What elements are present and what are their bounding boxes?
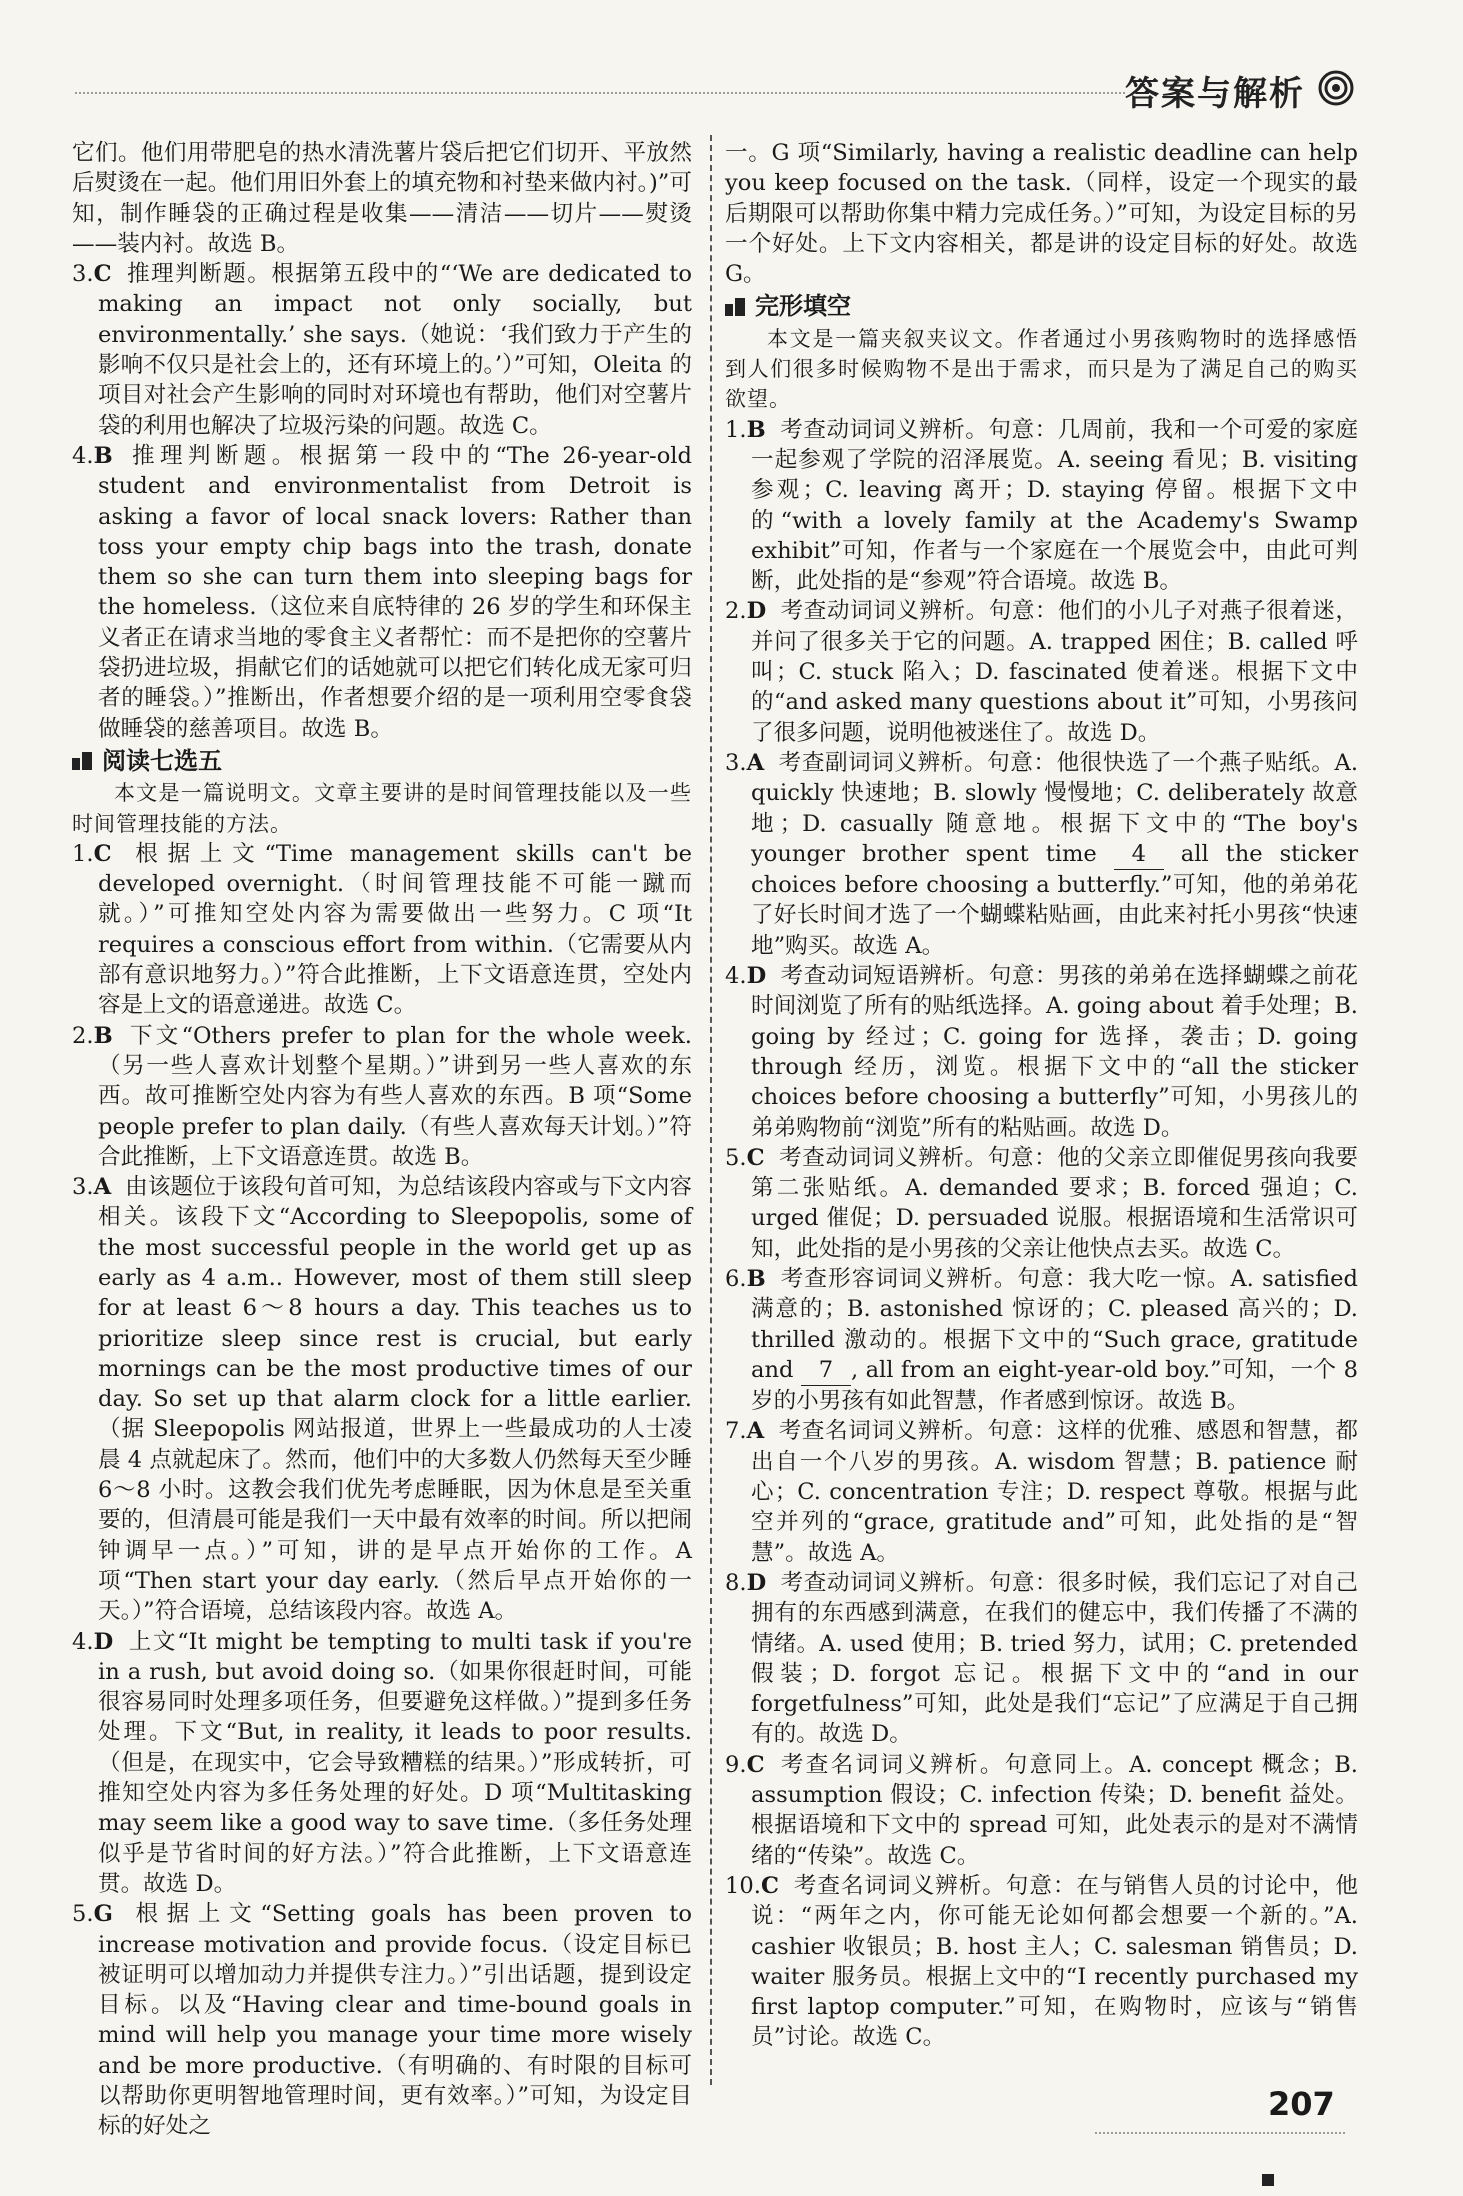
answer-item: 7.A 考查名词词义辨析。句意：这样的优雅、感恩和智慧，都出自一个八岁的男孩。A. wisdom 智慧；B. patience 耐心；C. concentration 专注；D. respect 尊敬。根据与此空并列的“grace, gratitude and”可知，此处指的是“智慧”。故选 A。 (725, 1418, 1358, 1566)
explanation: 考查名词词义辨析。句意：在与销售人员的讨论中，他说：“两年之内，你可能无论如何都会想要一个新的。”A. cashier 收银员；B. host 主人；C. salesman 销售员；D. waiter 服务员。根据上文中的“I recently purchased my first laptop computer.”可知，在购物时，应该与“销售员”讨论。故选 C。 (751, 1872, 1358, 2051)
section-heading-reading: 阅读七选五 (72, 746, 692, 776)
continuation-text: 它们。他们用带肥皂的热水清洗薯片袋后把它们切开、平放然后熨烫在一起。他们用旧外套上的填充物和衬垫来做内衬。)”可知，制作睡袋的正确过程是收集——清洁——切片——熨烫——装内衬。故选 B。 (72, 140, 692, 257)
explanation: 考查动词词义辨析。句意：很多时候，我们忘记了对自己拥有的东西感到满意，在我们的健忘中，我们传播了不满的情绪。A. used 使用；B. tried 努力，试用；C. pretended 假装；D. forgot 忘记。根据下文中的“and in our forgetfulness”可知，此处是我们“忘记”了应满足于自己拥有的。故选 D。 (751, 1569, 1358, 1748)
explanation-cont: all the sticker choices before choosing a butterfly.”可知，他的弟弟花了好长时间才选了一个蝴蝶粘贴画，由此来衬托小男孩“快速地”购买。故选 A。 (751, 840, 1359, 959)
header-rule (75, 92, 1125, 94)
section-intro: 本文是一篇说明文。文章主要讲的是时间管理技能以及一些时间管理技能的方法。 (72, 781, 692, 836)
explanation: 由该题位于该段句首可知，为总结该段内容或与下文内容相关。该段下文“According to Sleepopolis, some of the most successful people in the world get up as early as 4 a.m.. However, most of them still sleep for at least 6～8 hours a day. This teaches us to prioritize sleep since rest is crucial, but early mornings can be the most productive times of our day. So set up that alarm clock for a little earlier.（据 Sleepopolis 网站报道，世界上一些最成功的人士凌晨 4 点就起床了。然而，他们中的大多数人仍然每天至少睡 6～8 小时。这教会我们优先考虑睡眠，因为休息是至关重要的，但清晨可能是我们一天中最有效率的时间。所以把闹钟调早一点。）”可知，讲的是早点开始你的工作。A 项“Then start your day early.（然后早点开始你的一天。）”符合语境，总结该段内容。故选 A。 (98, 1174, 692, 1625)
answer-item: 4.D 考查动词短语辨析。句意：男孩的弟弟在选择蝴蝶之前花时间浏览了所有的贴纸选择。A. going about 着手处理；B. going by 经过；C. going for 选择，袭击；D. going through 经历，浏览。根据下文中的“all the sticker choices before choosing a butterfly”可知，小男孩儿的弟弟购物前“浏览”所有的粘贴画。故选 D。 (725, 963, 1358, 1141)
target-icon (1318, 70, 1354, 106)
answer-item: 5.C 考查动词词义辨析。句意：他的父亲立即催促男孩向我要第二张贴纸。A. demanded 要求；B. forced 强迫；C. urged 催促；D. persuaded 说服。根据语境和生活常识可知，此处指的是小男孩的父亲让他快点去买。故选 C。 (725, 1144, 1358, 1262)
explanation: 考查名词词义辨析。句意：这样的优雅、感恩和智慧，都出自一个八岁的男孩。A. wisdom 智慧；B. patience 耐心；C. concentration 专注；D. respect 尊敬。根据与此空并列的“grace, gratitude and”可知，此处指的是“智慧”。故选 A。 (751, 1418, 1358, 1566)
answer-letter: D (746, 598, 767, 625)
answer-letter: D (746, 1569, 767, 1596)
footer-square-icon (1262, 2174, 1274, 2186)
answer-letter: B (93, 1022, 113, 1049)
right-column (725, 138, 1358, 2053)
answer-letter: A (93, 1174, 112, 1201)
answer-letter: B (746, 416, 766, 443)
answer-item: 3.A 由该题位于该段句首可知，为总结该段内容或与下文内容相关。该段下文“According to Sleepopolis, some of the most successful people in the world get up as early as 4 a.m.. However, most of them still sleep for at least 6～8 hours a day. This teaches us to prioritize sleep since rest is crucial, but early mornings can be the most productive times of our day. So set up that alarm clock for a little earlier.（据 Sleepopolis 网站报道，世界上一些最成功的人士凌晨 4 点就起床了。然而，他们中的大多数人仍然每天至少睡 6～8 小时。这教会我们优先考虑睡眠，因为休息是至关重要的，但清晨可能是我们一天中最有效率的时间。所以把闹钟调早一点。）”可知，讲的是早点开始你的工作。A 项“Then start your day early.（然后早点开始你的一天。）”符合语境，总结该段内容。故选 A。 (72, 1174, 692, 1625)
explanation: 下文“Others prefer to plan for the whole week.（另一些人喜欢计划整个星期。）”讲到另一些人喜欢的东西。故可推断空处内容为有些人喜欢的东西。B 项“Some people prefer to plan daily.（有些人喜欢每天计划。）”符合此推断，上下文语意连贯。故选 B。 (98, 1022, 692, 1170)
answer-item: 1.C 根据上文“Time management skills can't be developed overnight.（时间管理技能不可能一蹴而就。）”可推知空处内容为需要做出一些努力。C 项“It requires a conscious effort from within.（它需要从内部有意识地努力。）”符合此推断，上下文语意连贯，空处内容是上文的语意递进。故选 C。 (72, 840, 692, 1019)
explanation: 根据上文“Setting goals has been proven to increase motivation and provide focus.（设定目标已被证明可以增加动力并提供专注力。）”引出话题，提到设定目标。以及“Having clear and time-bound goals in mind will help you manage your time more wisely and be more productive.（有明确的、有时限的目标可以帮助你更明智地管理时间，更有效率。）”可知，为设定目标的好处之 (98, 1901, 692, 2140)
answer-item: 3.A 考查副词词义辨析。句意：他很快选了一个燕子贴纸。A. quickly 快速地；B. slowly 慢慢地；C. deliberately 故意地；D. casually 随意地。根据下文中的“The boy's younger brother spent time 4 all the sticker choices before choosing a butterfly.”可知，他的弟弟花了好长时间才选了一个蝴蝶粘贴画，由此来衬托小男孩“快速地”购买。故选 A。 (725, 749, 1359, 959)
explanation: 考查动词词义辨析。句意：他们的小儿子对燕子很着迷，并问了很多关于它的问题。A. trapped 困住；B. called 呼叫；C. stuck 陷入；D. fascinated 使着迷。根据下文中的“and asked many questions about it”可知，小男孩问了很多问题，说明他被迷住了。故选 D。 (751, 598, 1358, 746)
answer-letter: D (746, 963, 767, 990)
page-number: 207 (1268, 2085, 1335, 2123)
explanation: 考查动词短语辨析。句意：男孩的弟弟在选择蝴蝶之前花时间浏览了所有的贴纸选择。A. going about 着手处理；B. going by 经过；C. going for 选择，袭击；D. going through 经历，浏览。根据下文中的“all the sticker choices before choosing a butterfly”可知，小男孩儿的弟弟购物前“浏览”所有的粘贴画。故选 D。 (751, 963, 1358, 1141)
blank-number: 7 (801, 1355, 851, 1386)
answer-letter: C (760, 1872, 779, 1899)
continuation-text: 一。G 项“Similarly, having a realistic deadline can help you keep focused on the task.（同样，设定一个现实的最后期限可以帮助你集中精力完成任务。）”可知，为设定目标的另一个好处。上下文内容相关，都是讲的设定目标的好处。故选 G。 (725, 140, 1358, 288)
answer-item: 9.C 考查名词词义辨析。句意同上。A. concept 概念；B. assumption 假设；C. infection 传染；D. benefit 益处。根据语境和下文中的 spread 可知，此处表示的是对不满情绪的“传染”。故选 C。 (725, 1751, 1358, 1869)
answer-letter: C (746, 1751, 765, 1778)
explanation: 上文“It might be tempting to multi task if you're in a rush, but avoid doing so.（如果你很赶时间，可能很容易同时处理多项任务，但要避免这样做。）”提到多任务处理。下文“But, in reality, it leads to poor results.（但是，在现实中，它会导致糟糕的结果。）”形成转折，可推知空处内容为多任务处理的好处。D 项“Multitasking may seem like a good way to save time.（多任务处理似乎是节省时间的好方法。）”符合此推断，上下文语意连贯。故选 D。 (98, 1628, 692, 1897)
answer-item: 8.D 考查动词词义辨析。句意：很多时候，我们忘记了对自己拥有的东西感到满意，在我们的健忘中，我们传播了不满的情绪。A. used 使用；B. tried 努力，试用；C. pretended 假装；D. forgot 忘记。根据下文中的“and in our forgetfulness”可知，此处是我们“忘记”了应满足于自己拥有的。故选 D。 (725, 1569, 1358, 1748)
section-marker-icon (725, 298, 747, 316)
answer-letter: G (93, 1901, 113, 1928)
answer-letter: A (746, 1418, 765, 1445)
answer-letter: C (746, 1144, 765, 1171)
answer-item: 3.C 推理判断题。根据第五段中的“‘We are dedicated to making an impact not only socially, but environmentally.’ she says.（她说：‘我们致力于产生的影响不仅只是社会上的，还有环境上的。’）”可知，Oleita 的项目对社会产生影响的同时对环境也有帮助，他们对空薯片袋的利用也解决了垃圾污染的问题。故选 C。 (72, 261, 692, 439)
explanation: 考查动词词义辨析。句意：他的父亲立即催促男孩向我要第二张贴纸。A. demanded 要求；B. forced 强迫；C. urged 催促；D. persuaded 说服。根据语境和生活常识可知，此处指的是小男孩的父亲让他快点去买。故选 C。 (751, 1144, 1358, 1262)
answer-letter: B (746, 1265, 766, 1292)
answer-letter: B (93, 442, 113, 469)
page-title: 答案与解析 (1125, 74, 1305, 114)
explanation: 考查名词词义辨析。句意同上。A. concept 概念；B. assumption 假设；C. infection 传染；D. benefit 益处。根据语境和下文中的 spread 可知，此处表示的是对不满情绪的“传染”。故选 C。 (751, 1751, 1358, 1869)
answer-item: 2.D 考查动词词义辨析。句意：他们的小儿子对燕子很着迷，并问了很多关于它的问题。A. trapped 困住；B. called 呼叫；C. stuck 陷入；D. fascinated 使着迷。根据下文中的“and asked many questions about it”可知，小男孩问了很多问题，说明他被迷住了。故选 D。 (725, 598, 1358, 746)
answer-letter: D (93, 1628, 114, 1655)
section-marker-icon (72, 752, 94, 770)
footer-rule (1095, 2132, 1345, 2134)
section-intro: 本文是一篇夹叙夹议文。作者通过小男孩购物时的选择感悟到人们很多时候购物不是出于需求，而只是为了满足自己的购买欲望。 (725, 326, 1358, 412)
explanation: 推理判断题。根据第五段中的“‘We are dedicated to making an impact not only socially, but environmentally.’ she says.（她说：‘我们致力于产生的影响不仅只是社会上的，还有环境上的。’）”可知，Oleita 的项目对社会产生影响的同时对环境也有帮助，他们对空薯片袋的利用也解决了垃圾污染的问题。故选 C。 (98, 261, 692, 439)
answer-item: 1.B 考查动词词义辨析。句意：几周前，我和一个可爱的家庭一起参观了学院的沼泽展览。A. seeing 看见；B. visiting 参观；C. leaving 离开；D. staying 停留。根据下文中的“with a lovely family at the Academy's Swamp exhibit”可知，作者与一个家庭在一个展览会中，由此可判断，此处指的是“参观”符合语境。故选 B。 (725, 416, 1358, 595)
answer-item: 4.D 上文“It might be tempting to multi task if you're in a rush, but avoid doing so.（如果你很赶时间，可能很容易同时处理多项任务，但要避免这样做。）”提到多任务处理。下文“But, in reality, it leads to poor results.（但是，在现实中，它会导致糟糕的结果。）”形成转折，可推知空处内容为多任务处理的好处。D 项“Multitasking may seem like a good way to save time.（多任务处理似乎是节省时间的好方法。）”符合此推断，上下文语意连贯。故选 D。 (72, 1628, 692, 1897)
blank-number: 4 (1114, 839, 1164, 870)
answer-item: 4.B 推理判断题。根据第一段中的“The 26-year-old student and environmentalist from Detroit is asking a favor of local snack lovers: Rather than toss your empty chip bags into the trash, donate them so she can turn them into sleeping bags for the homeless.（这位来自底特律的 26 岁的学生和环保主义者正在请求当地的零食主义者帮忙：而不是把你的空薯片袋扔进垃圾，捐献它们的话她就可以把它们转化成无家可归者的睡袋。）”推断出，作者想要介绍的是一项利用空零食袋做睡袋的慈善项目。故选 B。 (72, 442, 692, 742)
explanation: 考查形容词词义辨析。句意：我大吃一惊。A. satisfied 满意的；B. astonished 惊讶的；C. pleased 高兴的；D. thrilled 激动的。根据下文中的“Such grace, gratitude and (751, 1265, 1358, 1383)
explanation-cont: , all from an eight-year-old boy.”可知，一个 8 岁的小男孩有如此智慧，作者感到惊讶。故选 B。 (751, 1356, 1359, 1415)
left-column (72, 138, 692, 2142)
answer-item: 6.B 考查形容词词义辨析。句意：我大吃一惊。A. satisfied 满意的；B. astonished 惊讶的；C. pleased 高兴的；D. thrilled 激动的。根据下文中的“Such grace, gratitude and 7 , all from an eight-year-old boy.”可知，一个 8 岁的小男孩有如此智慧，作者感到惊讶。故选 B。 (725, 1265, 1359, 1415)
answer-item: 5.G 根据上文“Setting goals has been proven to increase motivation and provide focus.（设定目标已被证明可以增加动力并提供专注力。）”引出话题，提到设定目标。以及“Having clear and time-bound goals in mind will help you manage your time more wisely and be more productive.（有明确的、有时限的目标可以帮助你更明智地管理时间，更有效率。）”可知，为设定目标的好处之 (72, 1901, 692, 2140)
explanation: 推理判断题。根据第一段中的“The 26-year-old student and environmentalist from Detroit is asking a favor of local snack lovers: Rather than toss your empty chip bags into the trash, donate them so she can turn them into sleeping bags for the homeless.（这位来自底特律的 26 岁的学生和环保主义者正在请求当地的零食主义者帮忙：而不是把你的空薯片袋扔进垃圾，捐献它们的话她就可以把它们转化成无家可归者的睡袋。）”推断出，作者想要介绍的是一项利用空零食袋做睡袋的慈善项目。故选 B。 (98, 442, 692, 742)
explanation: 考查动词词义辨析。句意：几周前，我和一个可爱的家庭一起参观了学院的沼泽展览。A. seeing 看见；B. visiting 参观；C. leaving 离开；D. staying 停留。根据下文中的“with a lovely family at the Academy's Swamp exhibit”可知，作者与一个家庭在一个展览会中，由此可判断，此处指的是“参观”符合语境。故选 B。 (751, 416, 1358, 595)
answer-letter: A (746, 749, 765, 776)
column-divider (710, 135, 712, 2085)
explanation: 根据上文“Time management skills can't be developed overnight.（时间管理技能不可能一蹴而就。）”可推知空处内容为需要做出一些努力。C 项“It requires a conscious effort from within.（它需要从内部有意识地努力。）”符合此推断，上下文语意连贯，空处内容是上文的语意递进。故选 C。 (98, 840, 692, 1019)
answer-item: 10.C 考查名词词义辨析。句意：在与销售人员的讨论中，他说：“两年之内，你可能无论如何都会想要一个新的。”A. cashier 收银员；B. host 主人；C. salesman 销售员；D. waiter 服务员。根据上文中的“I recently purchased my first laptop computer.”可知，在购物时，应该与“销售员”讨论。故选 C。 (725, 1872, 1358, 2051)
answer-item: 2.B 下文“Others prefer to plan for the whole week.（另一些人喜欢计划整个星期。）”讲到另一些人喜欢的东西。故可推断空处内容为有些人喜欢的东西。B 项“Some people prefer to plan daily.（有些人喜欢每天计划。）”符合此推断，上下文语意连贯。故选 B。 (72, 1022, 692, 1170)
section-heading-cloze: 完形填空 (725, 291, 1358, 321)
answer-letter: C (93, 840, 112, 867)
answer-letter: C (93, 261, 112, 288)
explanation: 考查副词词义辨析。句意：他很快选了一个燕子贴纸。A. quickly 快速地；B. slowly 慢慢地；C. deliberately 故意地；D. casually 随意地。根据下文中的“The boy's younger brother spent time (751, 749, 1358, 867)
